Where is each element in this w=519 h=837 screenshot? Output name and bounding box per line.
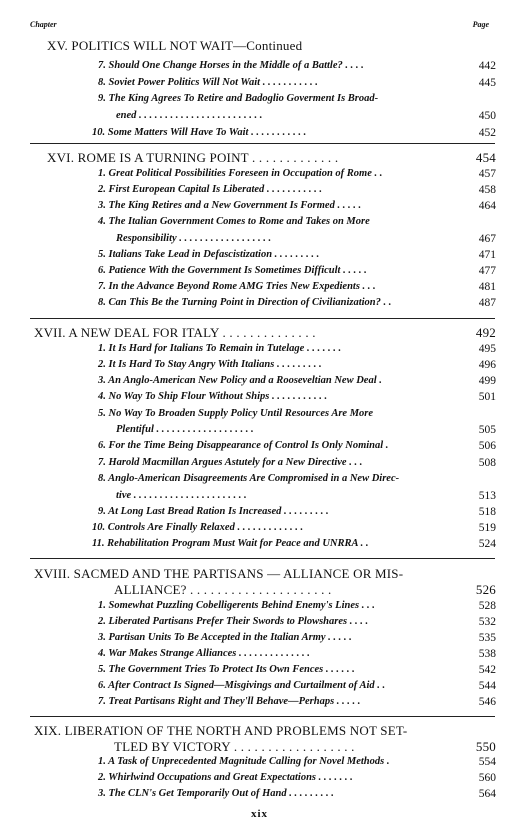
entry-title: 3. An Anglo-American New Policy and a Rooseveltian New Deal . [98, 375, 382, 386]
entry-title: 1. Great Political Possibilities Foreseen in Occupation of Rome . . [98, 168, 383, 179]
entry-title: 10. Controls Are Finally Relaxed . . . . . . . . . . . . . [92, 522, 304, 533]
entry-page: 499 [478, 375, 496, 387]
entry-title: 9. The King Agrees To Retire and Badoglio Goverment Is Broad- [98, 93, 379, 104]
entry-title: 4. No Way To Ship Flour Without Ships . . . . . . . . . . . [98, 391, 328, 402]
chapter-title: XVIII. SACMED AND THE PARTISANS — ALLIANCE OR MIS- [34, 566, 404, 581]
entry-title: 5. No Way To Broaden Supply Policy Until Resources Are More [98, 408, 374, 419]
page-column-label: Page [472, 20, 489, 29]
chapter-page: 492 [475, 325, 496, 340]
entry-title: 6. Patience With the Government Is Sometimes Difficult . . . . . [98, 265, 367, 276]
entry-title: 11. Rehabilitation Program Must Wait for Peace and UNRRA . . [92, 538, 369, 549]
entry-page: 477 [478, 265, 496, 277]
entry-page: 554 [478, 756, 496, 768]
entry-title: 6. After Contract Is Signed—Misgivings and Curtailment of Aid . . [98, 680, 386, 691]
entry-title: 4. The Italian Government Comes to Rome and Takes on More [98, 216, 370, 227]
page-number: xix [250, 808, 269, 820]
entry-title: 8. Soviet Power Politics Will Not Wait . . . . . . . . . . . [98, 77, 318, 88]
entry-page: 508 [478, 457, 496, 469]
entry-title: 3. The CLN's Get Temporarily Out of Hand . . . . . . . . . [98, 788, 334, 799]
entry-page: 564 [478, 788, 496, 800]
entry-page: 524 [478, 538, 496, 550]
entry-title: 5. Italians Take Lead in Defascistization . . . . . . . . . [98, 249, 320, 260]
chapter-title: XVI. ROME IS A TURNING POINT . . . . . . . . . . . . . [47, 150, 339, 165]
entry-page: 481 [478, 281, 496, 293]
entry-title: 7. Harold Macmillan Argues Astutely for a New Directive . . . [98, 457, 363, 468]
entry-title: 8. Anglo-American Disagreements Are Compromised in a New Direc- [98, 473, 400, 484]
entry-page: 546 [478, 696, 496, 708]
chapter-title: XIX. LIBERATION OF THE NORTH AND PROBLEMS NOT SET- [34, 723, 408, 738]
entry-page: 528 [478, 600, 496, 612]
entry-title: 1. It Is Hard for Italians To Remain in Tutelage . . . . . . . [98, 343, 342, 354]
entry-title: 3. The King Retires and a New Government Is Formed . . . . . [98, 200, 362, 211]
chapter-column-label: Chapter [30, 20, 57, 29]
entry-title: 7. In the Advance Beyond Rome AMG Tries New Expedients . . . [98, 281, 376, 292]
entry-page: 519 [478, 522, 496, 534]
entry-page: 501 [478, 391, 496, 403]
entry-title: 1. A Task of Unprecedented Magnitude Calling for Novel Methods . [98, 756, 390, 767]
entry-page: 457 [478, 168, 496, 180]
entry-page: 458 [478, 184, 496, 196]
entry-title: 7. Should One Change Horses in the Middle of a Battle? . . . . [98, 60, 364, 71]
chapter-title: XV. POLITICS WILL NOT WAIT—Continued [47, 38, 303, 53]
entry-title: 2. Liberated Partisans Prefer Their Swords to Plowshares . . . . [98, 616, 369, 627]
entry-page: 467 [478, 233, 496, 245]
entry-page: 538 [478, 648, 496, 660]
chapter-page: 550 [475, 739, 496, 754]
entry-title: 5. The Government Tries To Protect Its Own Fences . . . . . . [98, 664, 355, 675]
entry-title: 3. Partisan Units To Be Accepted in the Italian Army . . . . . [98, 632, 352, 643]
entry-title: 9. At Long Last Bread Ration Is Increased . . . . . . . . . [98, 506, 329, 517]
entry-title: 7. Treat Partisans Right and They'll Behave—Perhaps . . . . . [98, 696, 361, 707]
entry-title: 6. For the Time Being Disappearance of Control Is Only Nominal . [98, 440, 389, 451]
entry-title-continued: Plentiful . . . . . . . . . . . . . . . . . . . [116, 424, 254, 435]
entry-page: 442 [478, 60, 496, 72]
entry-page: 496 [478, 359, 496, 371]
entry-title: 4. War Makes Strange Alliances . . . . . . . . . . . . . . [98, 648, 310, 659]
entry-page: 542 [478, 664, 496, 676]
entry-title: 2. It Is Hard To Stay Angry With Italians . . . . . . . . . [98, 359, 322, 370]
entry-page: 505 [478, 424, 496, 436]
entry-page: 513 [478, 490, 496, 502]
entry-page: 535 [478, 632, 496, 644]
entry-page: 532 [478, 616, 496, 628]
entry-title: 2. First European Capital Is Liberated . . . . . . . . . . . [98, 184, 323, 195]
chapter-divider [30, 143, 495, 144]
entry-page: 506 [478, 440, 496, 452]
entry-page: 464 [478, 200, 496, 212]
chapter-title-continued: ALLIANCE? . . . . . . . . . . . . . . . . . . . . . [114, 582, 332, 597]
chapter-title: XVII. A NEW DEAL FOR ITALY . . . . . . . . . . . . . . [34, 325, 316, 340]
entry-page: 518 [478, 506, 496, 518]
entry-page: 445 [478, 77, 496, 89]
entry-page: 560 [478, 772, 496, 784]
chapter-divider [30, 716, 495, 717]
entry-title: 2. Whirlwind Occupations and Great Expectations . . . . . . . [98, 772, 353, 783]
chapter-page: 454 [475, 150, 496, 165]
entry-page: 452 [478, 127, 496, 139]
entry-page: 544 [478, 680, 496, 692]
entry-title-continued: Responsibility . . . . . . . . . . . . . . . . . . [116, 233, 272, 244]
chapter-divider [30, 318, 495, 319]
chapter-title-continued: TLED BY VICTORY . . . . . . . . . . . . . . . . . . [114, 739, 355, 754]
entry-title: 8. Can This Be the Turning Point in Direction of Civilianization? . . [98, 297, 392, 308]
entry-page: 450 [478, 110, 496, 122]
entry-title-continued: tive . . . . . . . . . . . . . . . . . . . . . . [116, 490, 247, 501]
entry-page: 487 [478, 297, 496, 309]
entry-page: 495 [478, 343, 496, 355]
chapter-page: 526 [475, 582, 496, 597]
page-header [30, 20, 489, 32]
entry-title: 10. Some Matters Will Have To Wait . . . . . . . . . . . [92, 127, 307, 138]
entry-title: 1. Somewhat Puzzling Cobelligerents Behind Enemy's Lines . . . [98, 600, 375, 611]
chapter-divider [30, 558, 495, 559]
entry-title-continued: ened . . . . . . . . . . . . . . . . . . . . . . . . [116, 110, 263, 121]
entry-page: 471 [478, 249, 496, 261]
